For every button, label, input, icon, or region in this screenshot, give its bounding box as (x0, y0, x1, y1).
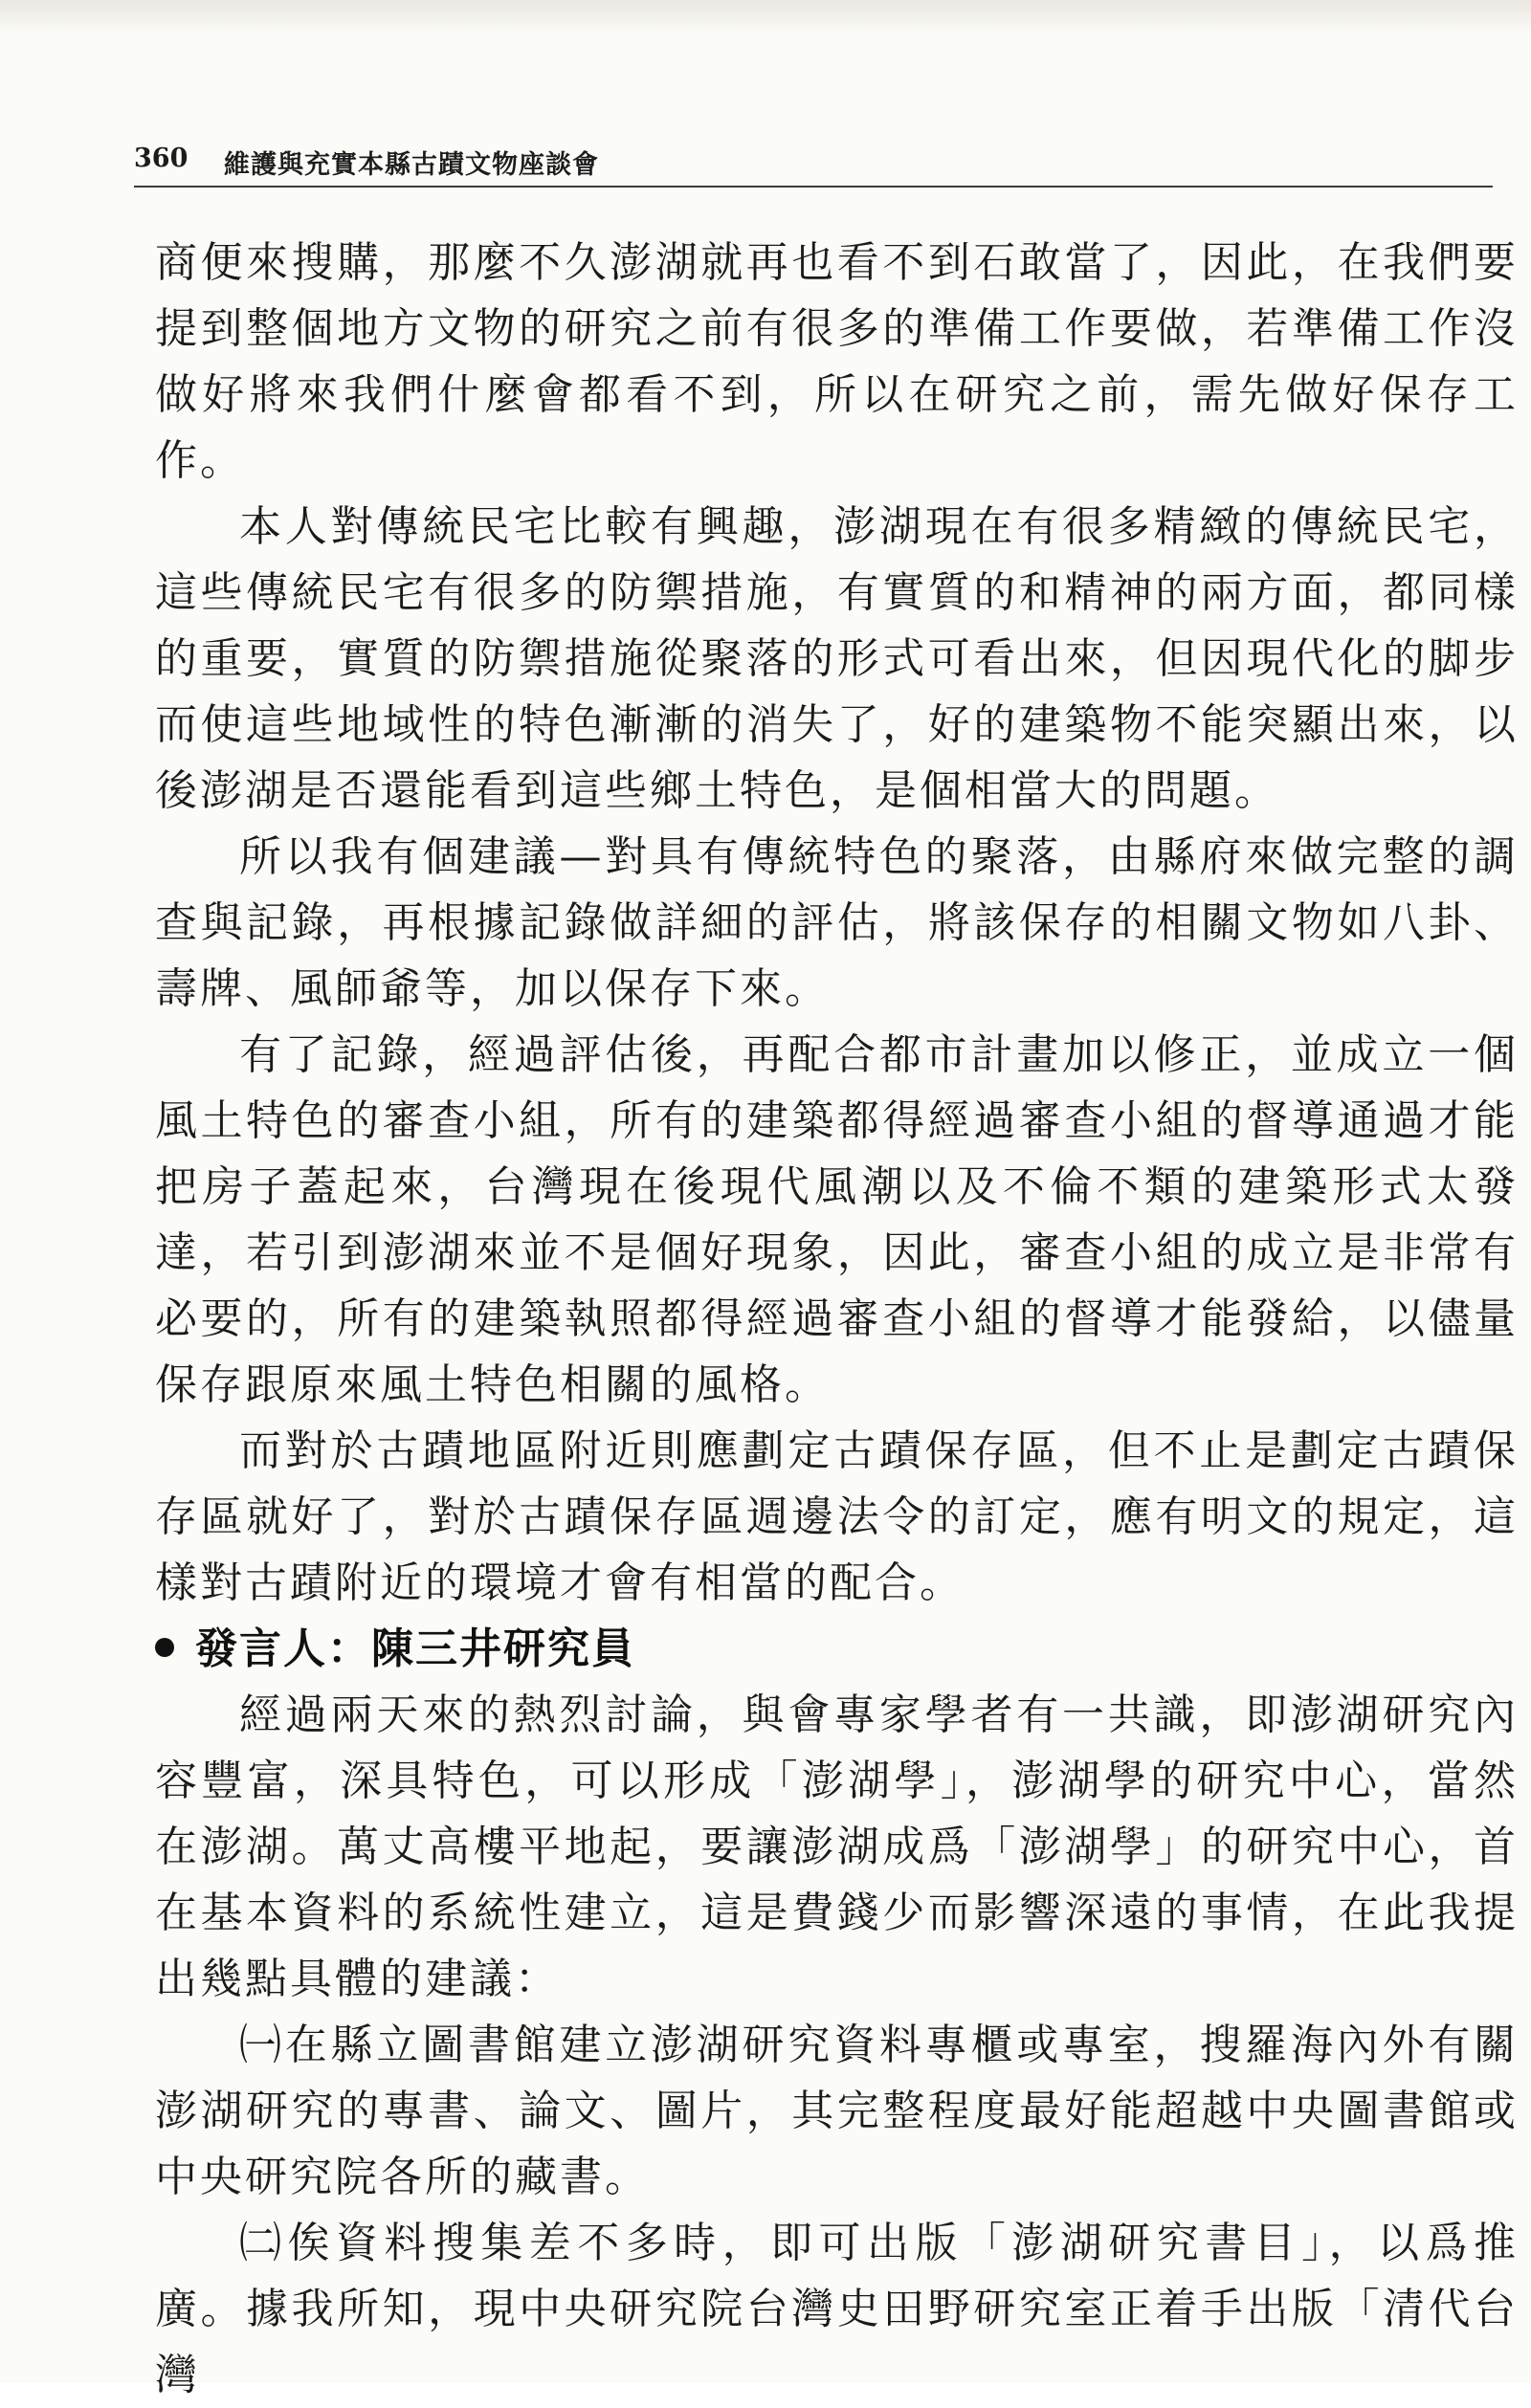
paragraph: 本人對傳統民宅比較有興趣，澎湖現在有很多精緻的傳統民宅，這些傳統民宅有很多的防禦措施，有實質的和精神的兩方面，都同樣的重要，實質的防禦措施從聚落的形式可看出來，但因現代化的脚步而使這些地域性的特色漸漸的消失了，好的建築物不能突顯出來，以後澎湖是否還能看到這些鄉土特色，是個相當大的問題。 (155, 502, 1519, 815)
header-rule (134, 186, 1493, 188)
paragraph: 所以我有個建議—對具有傳統特色的聚落，由縣府來做完整的調查與記錄，再根據記錄做詳細的評估，將該保存的相關文物如八卦、壽牌、風師爺等，加以保存下來。 (155, 832, 1519, 1013)
speaker-name: 發言人：陳三井研究員 (195, 1624, 635, 1673)
body-text (155, 230, 1519, 2408)
speaker-paragraph: ㈠在縣立圖書館建立澎湖研究資料專櫃或專室，搜羅海內外有關澎湖研究的專書、論文、圖片，其完整程度最好能超越中央圖書館或中央研究院各所的藏書。 (155, 2021, 1519, 2201)
paragraph-continued: 商便來搜購，那麼不久澎湖就再也看不到石敢當了，因此，在我們要提到整個地方文物的研究之前有很多的準備工作要做，若準備工作沒做好將來我們什麼會都看不到，所以在研究之前，需先做好保存工作。 (155, 238, 1519, 485)
page-header (134, 144, 1474, 184)
running-title: 維護與充實本縣古蹟文物座談會 (224, 150, 599, 180)
paragraph: 而對於古蹟地區附近則應劃定古蹟保存區，但不止是劃定古蹟保存區就好了，對於古蹟保存區週邊法令的訂定，應有明文的規定，這樣對古蹟附近的環境才會有相當的配合。 (155, 1426, 1519, 1607)
page-number: 360 (134, 144, 189, 173)
speaker-paragraph: ㈡俟資料搜集差不多時，即可出版「澎湖研究書目」，以爲推廣。據我所知，現中央研究院台灣史田野研究室正着手出版「清代台灣 (155, 2219, 1519, 2399)
bullet-icon (155, 1638, 174, 1657)
speaker-paragraph: 經過兩天來的熱烈討論，與會專家學者有一共識，即澎湖研究內容豐富，深具特色，可以形成「澎湖學」，澎湖學的研究中心，當然在澎湖。萬丈高樓平地起，要讓澎湖成爲「澎湖學」的研究中心，首在基本資料的系統性建立，這是費錢少而影響深遠的事情，在此我提出幾點具體的建議： (155, 1690, 1519, 2003)
speaker-heading (155, 1616, 1519, 1682)
paragraph: 有了記錄，經過評估後，再配合都市計畫加以修正，並成立一個風土特色的審查小組，所有的建築都得經過審查小組的督導通過才能把房子蓋起來，台灣現在後現代風潮以及不倫不類的建築形式太發達，若引到澎湖來並不是個好現象，因此，審查小組的成立是非常有必要的，所有的建築執照都得經過審查小組的督導才能發給，以儘量保存跟原來風土特色相關的風格。 (155, 1030, 1519, 1409)
scan-edge-shadow (0, 0, 1531, 34)
